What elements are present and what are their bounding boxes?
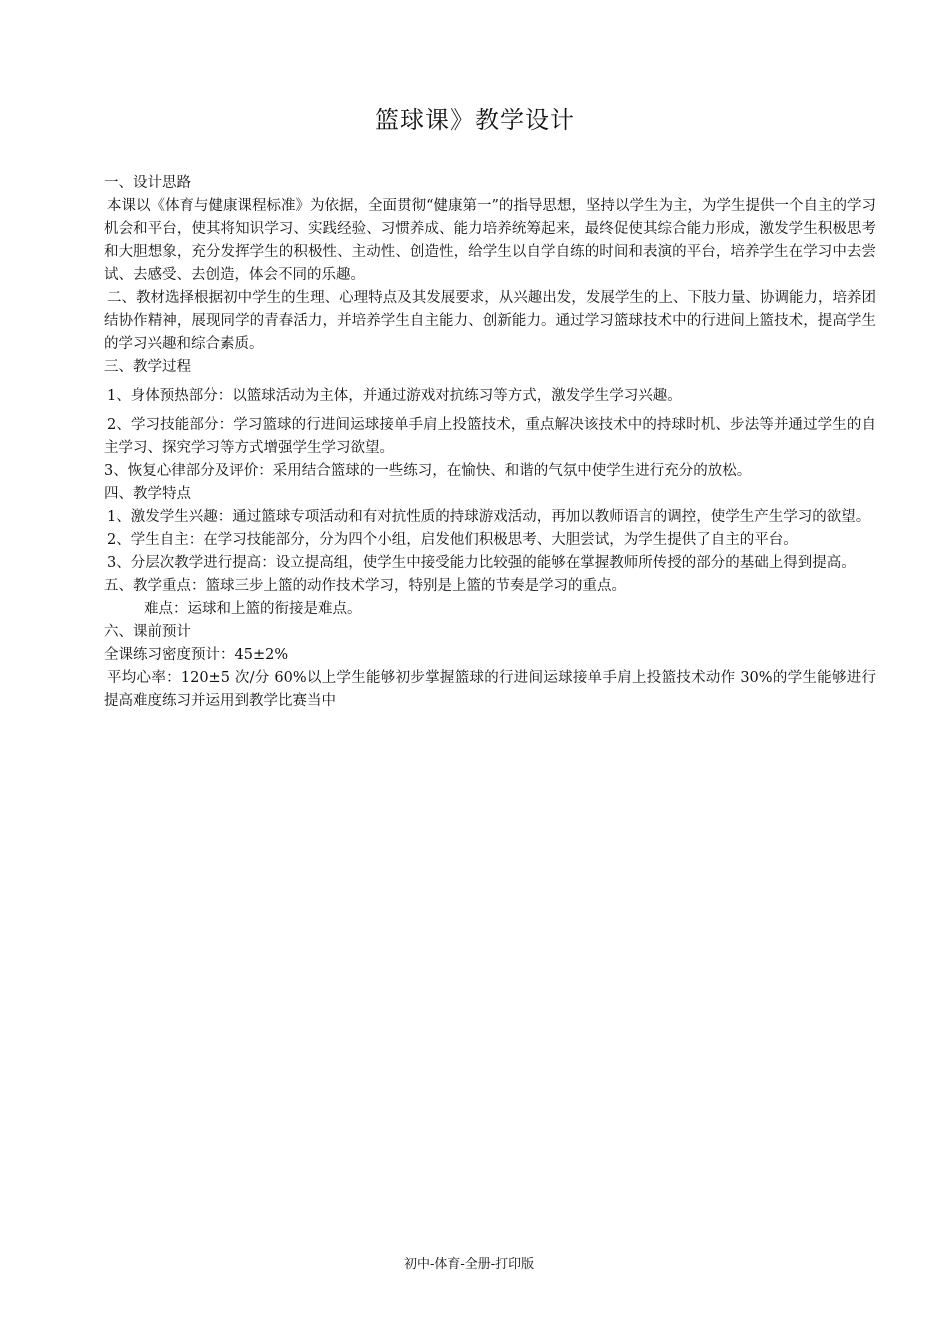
section-heading-teaching-process: 三、教学过程 [104,359,191,375]
section-heading-design-idea: 一、设计思路 [104,175,191,191]
section-heading-pre-class-estimate: 六、课前预计 [104,624,191,640]
page-footer: 初中-体育-全册-打印版 [404,1257,535,1272]
list-item-recovery: 3、恢复心律部分及评价：采用结合篮球的一些练习，在愉快、和谐的气氛中使学生进行充分的放松。 [104,463,752,479]
list-item-skill-learning: 2、学习技能部分：学习篮球的行进间运球接单手肩上投篮技术，重点解决该技术中的持球时机、步法等并通过学生的自主学习、探究学习等方式增强学生学习欲望。 [104,417,876,456]
list-item-tiered-teaching: 3、分层次教学进行提高：设立提高组，使学生中接受能力比较强的能够在掌握教师所传授的部分的基础上得到提高。 [107,555,856,571]
paragraph-material-selection: 二、教材选择根据初中学生的生理、心理特点及其发展要求，从兴趣出发，发展学生的上、下肢力量、协调能力，培养团结协作精神，展现同学的青春活力，并培养学生自主能力、创新能力。通过学习篮球技术中的行进间上篮技术，提高学生的学习兴趣和综合素质。 [104,290,876,352]
paragraph-teaching-focus: 五、教学重点：篮球三步上篮的动作技术学习，特别是上篮的节奏是学习的重点。 [104,578,626,594]
list-item-warmup: 1、身体预热部分：以篮球活动为主体，并通过游戏对抗练习等方式，激发学生学习兴趣。 [107,388,682,404]
list-item-autonomy: 2、学生自主：在学习技能部分，分为四个小组，启发他们积极思考、大胆尝试，为学生提供了自主的平台。 [107,532,798,548]
section-heading-teaching-features: 四、教学特点 [104,486,191,502]
document-title: 篮球课》教学设计 [375,106,575,134]
paragraph-practice-density: 全课练习密度预计：45±2% [104,647,289,663]
paragraph-teaching-difficulty: 难点：运球和上篮的衔接是难点。 [144,601,362,617]
document-body [104,172,876,713]
paragraph-heart-rate: 平均心率：120±5 次/分 60%以上学生能够初步掌握篮球的行进间运球接单手肩上投篮技术动作 30%的学生能够进行提高难度练习并运用到教学比赛当中 [104,670,876,709]
paragraph-design-idea: 本课以《体育与健康课程标准》为依据，全面贯彻“健康第一”的指导思想，坚持以学生为主，为学生提供一个自主的学习机会和平台，使其将知识学习、实践经验、习惯养成、能力培养统筹起来，最终促使其综合能力形成，激发学生积极思考和大胆想象，充分发挥学生的积极性、主动性、创造性，给学生以自学自练的时间和表演的平台，培养学生在学习中去尝试、去感受、去创造，体会不同的乐趣。 [104,198,876,283]
list-item-interest: 1、激发学生兴趣：通过篮球专项活动和有对抗性质的持球游戏活动，再加以教师语言的调控，使学生产生学习的欲望。 [107,509,871,525]
